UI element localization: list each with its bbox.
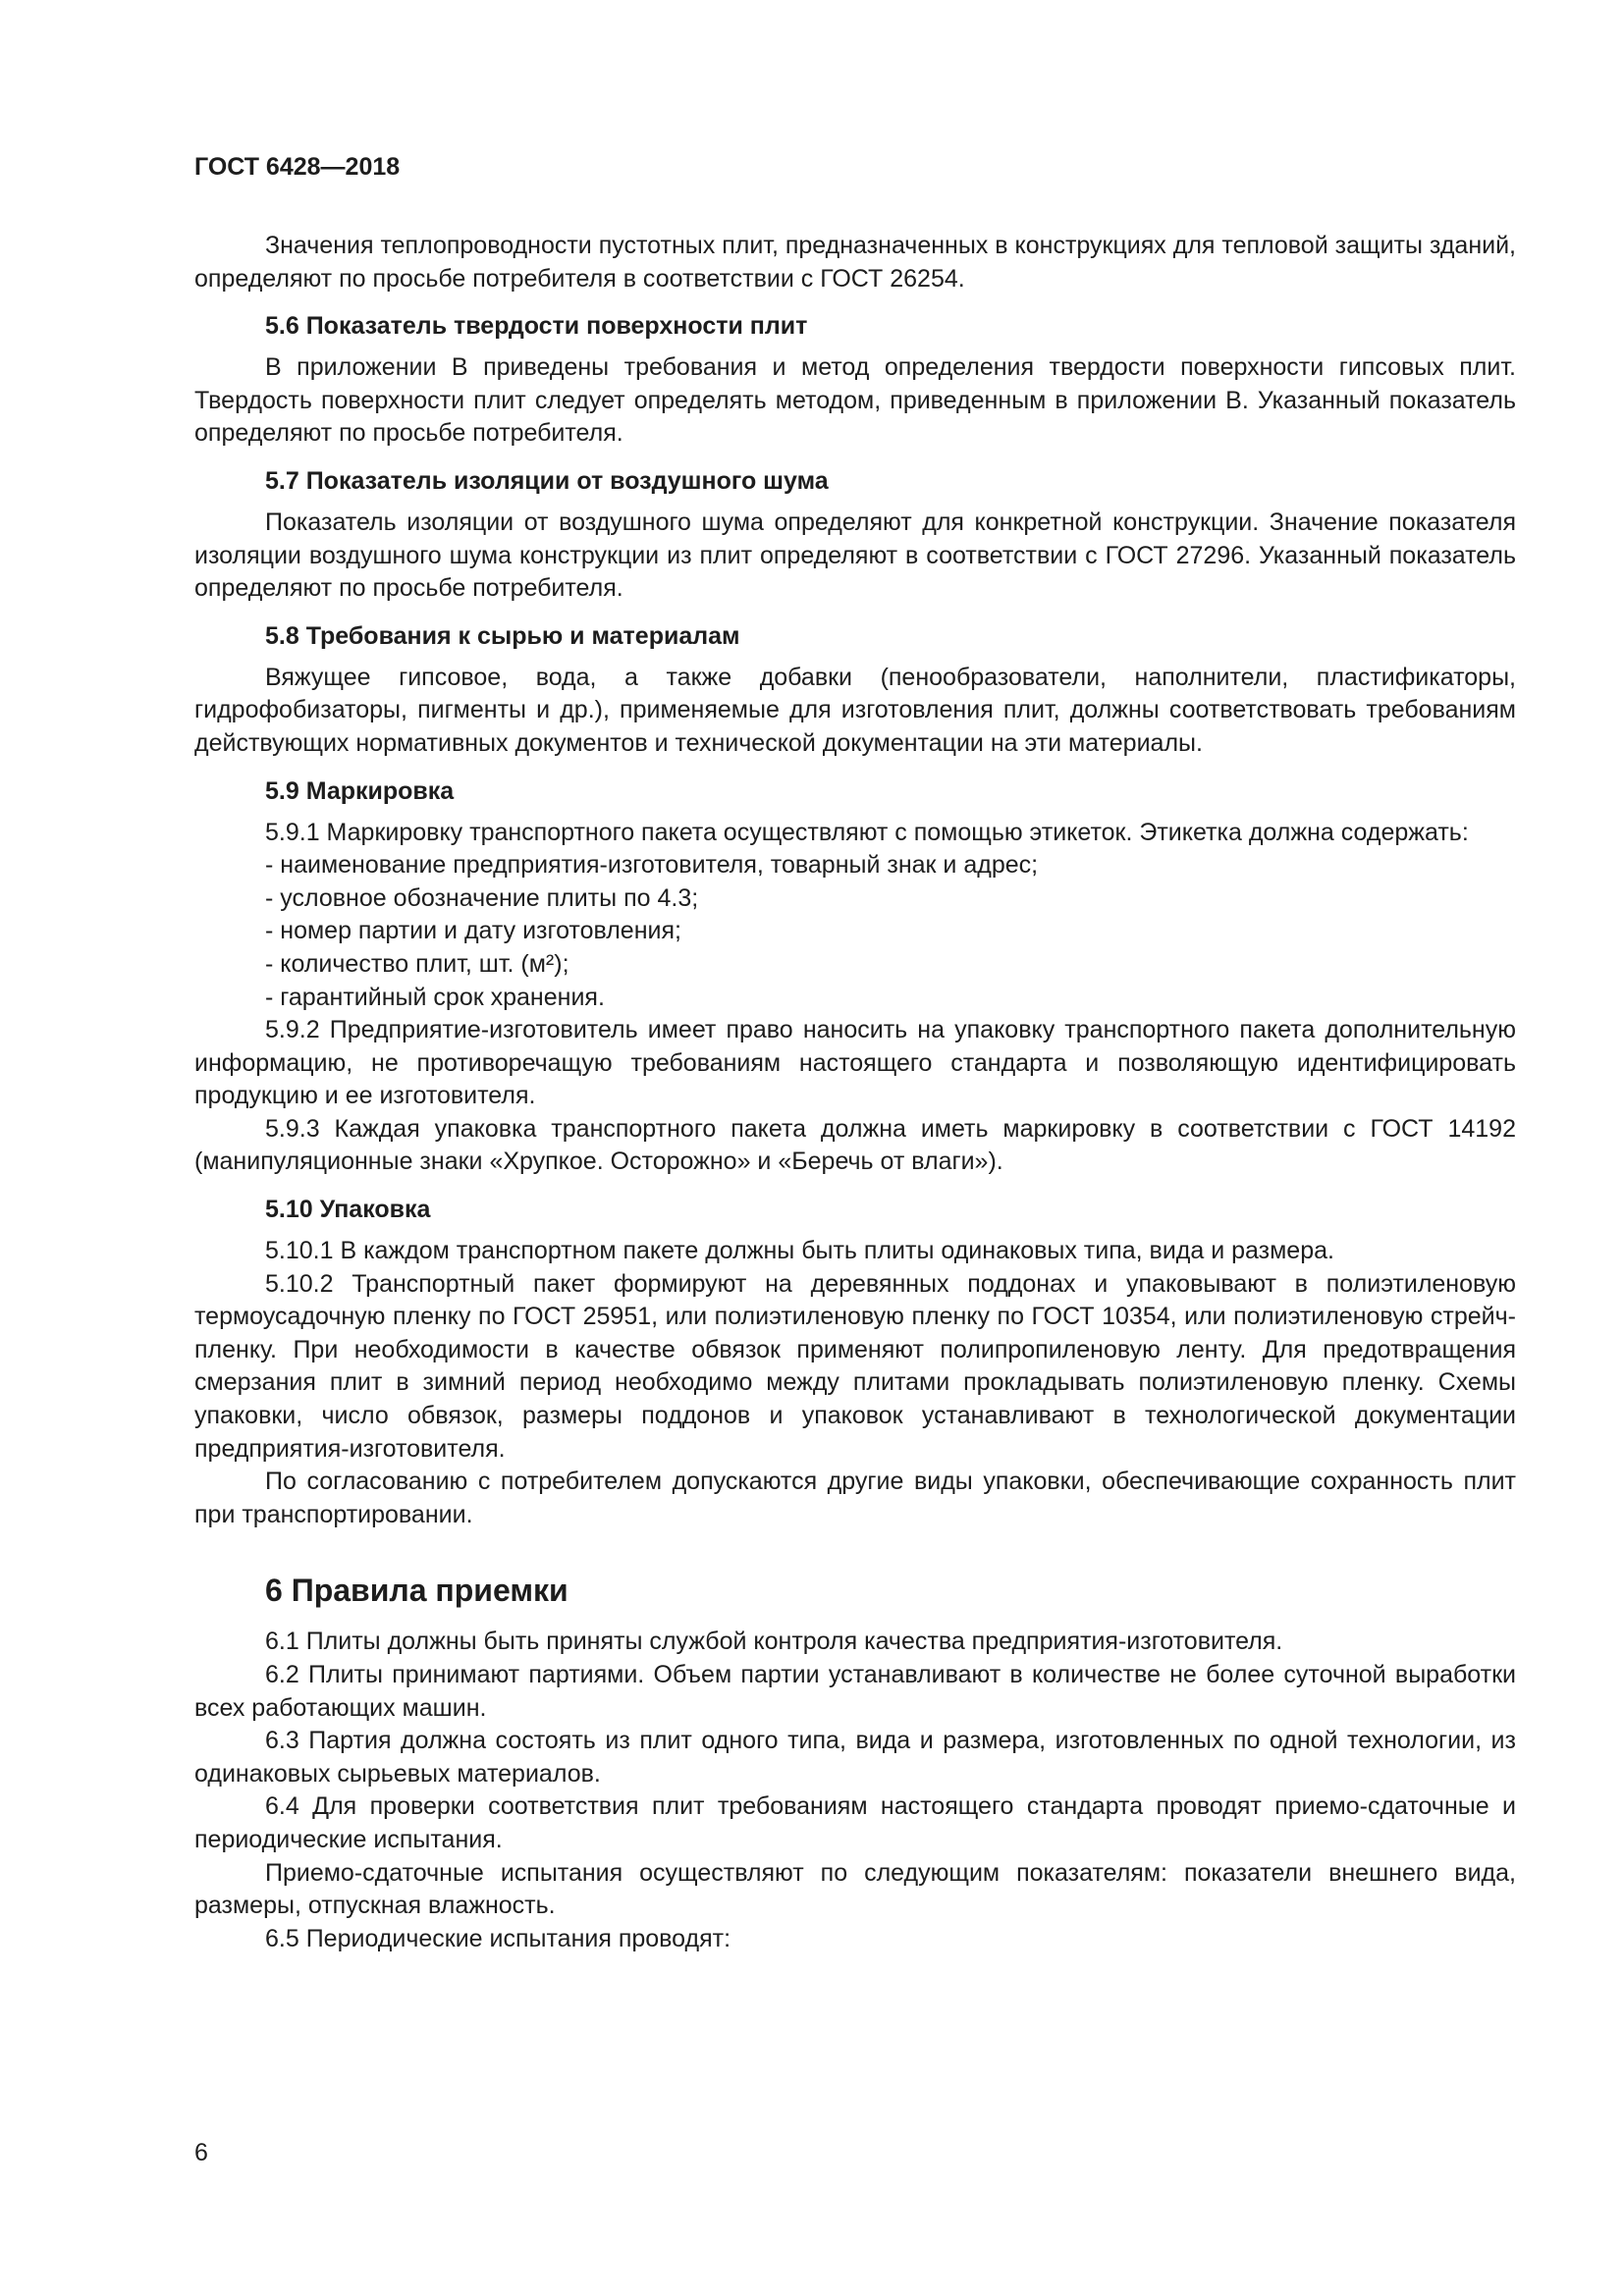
section-heading-5-7: 5.7 Показатель изоляции от воздушного шума [265, 466, 829, 495]
paragraph: Вяжущее гипсовое, вода, а также добавки (пенообразователи, наполнители, пластификаторы, гидрофобизаторы, пигменты и др.), применяемые для изготовления плит, должны соответствовать требованиям действующих нормативных документов и технической документации на эти материалы. [194, 663, 1516, 757]
list-item: - номер партии и дату изготовления; [265, 917, 681, 945]
paragraph: Значения теплопроводности пустотных плит, предназначенных в конструкциях для тепловой защиты зданий, определяют по просьбе потребителя в соответствии с ГОСТ 26254. [194, 232, 1516, 293]
paragraph: 5.9.2 Предприятие-изготовитель имеет право наносить на упаковку транспортного пакета дополнительную информацию, не противоречащую требованиям настоящего стандарта и позволяющую идентифицировать продукцию и ее изготовителя. [194, 1016, 1516, 1110]
paragraph: 5.9.3 Каждая упаковка транспортного пакета должна иметь маркировку в соответствии с ГОСТ 14192 (манипуляционные знаки «Хрупкое. Осторожно» и «Беречь от влаги»). [194, 1114, 1516, 1176]
paragraph: 5.10.1 В каждом транспортном пакете должны быть плиты одинаковых типа, вида и размера. [265, 1237, 1334, 1265]
section-heading-5-6: 5.6 Показатель твердости поверхности плит [265, 312, 808, 341]
list-item: - наименование предприятия-изготовителя, товарный знак и адрес; [265, 851, 1039, 880]
paragraph: По согласованию с потребителем допускаются другие виды упаковки, обеспечивающие сохранность плит при транспортировании. [194, 1468, 1516, 1528]
list-item: - гарантийный срок хранения. [265, 983, 605, 1011]
paragraph: В приложении В приведены требования и метод определения твердости поверхности гипсовых плит. Твердость поверхности плит следует определять методом, приведенным в приложении В. Указанный показатель определяют по просьбе потребителя. [194, 353, 1516, 448]
section-heading-5-8: 5.8 Требования к сырью и материалам [265, 621, 740, 650]
page-number: 6 [194, 2139, 208, 2166]
section-heading-5-9: 5.9 Маркировка [265, 776, 455, 805]
paragraph: Показатель изоляции от воздушного шума определяют для конкретной конструкции. Значение показателя изоляции воздушного шума конструкции из плит определяют в соответствии с ГОСТ 27296. Указанный показатель определяют по просьбе потребителя. [194, 507, 1516, 603]
paragraph: 5.9.1 Маркировку транспортного пакета осуществляют с помощью этикеток. Этикетка должна содержать: [265, 818, 1469, 846]
paragraph: 5.10.2 Транспортный пакет формируют на деревянных поддонах и упаковывают в полиэтиленовую термоусадочную пленку по ГОСТ 25951, или полиэтиленовую пленку по ГОСТ 10354, или полиэтиленовую стрейч-пленку. При необходимости в качестве обвязок применяют полипропиленовую ленту. Для предотвращения смерзания плит в зимний период необходимо между плитами прокладывать полиэтиленовую пленку. Схемы упаковки, число обвязок, размеры поддонов и упаковок устанавливают в технологической документации предприятия-изготовителя. [194, 1269, 1516, 1463]
chapter-heading-6: 6 Правила приемки [265, 1573, 568, 1609]
section-heading-5-10: 5.10 Упаковка [265, 1196, 431, 1224]
paragraph: 6.1 Плиты должны быть приняты службой контроля качества предприятия-изготовителя. [265, 1628, 1283, 1656]
paragraph: 6.2 Плиты принимают партиями. Объем партии устанавливают в количестве не более суточной выработки всех работающих машин. [194, 1661, 1516, 1722]
paragraph: 6.3 Партия должна состоять из плит одного типа, вида и размера, изготовленных по одной технологии, из одинаковых сырьевых материалов. [194, 1727, 1516, 1788]
document-page [194, 147, 1516, 1955]
paragraph: 6.5 Периодические испытания проводят: [265, 1924, 731, 1952]
paragraph: 6.4 Для проверки соответствия плит требованиям настоящего стандарта проводят приемо-сдаточные и периодические испытания. [194, 1792, 1516, 1853]
list-item: - условное обозначение плиты по 4.3; [265, 883, 699, 912]
document-code-header: ГОСТ 6428—2018 [194, 153, 401, 181]
list-item: - количество плит, шт. (м²); [265, 949, 569, 978]
paragraph: Приемо-сдаточные испытания осуществляют по следующим показателям: показатели внешнего вида, размеры, отпускная влажность. [194, 1858, 1516, 1920]
